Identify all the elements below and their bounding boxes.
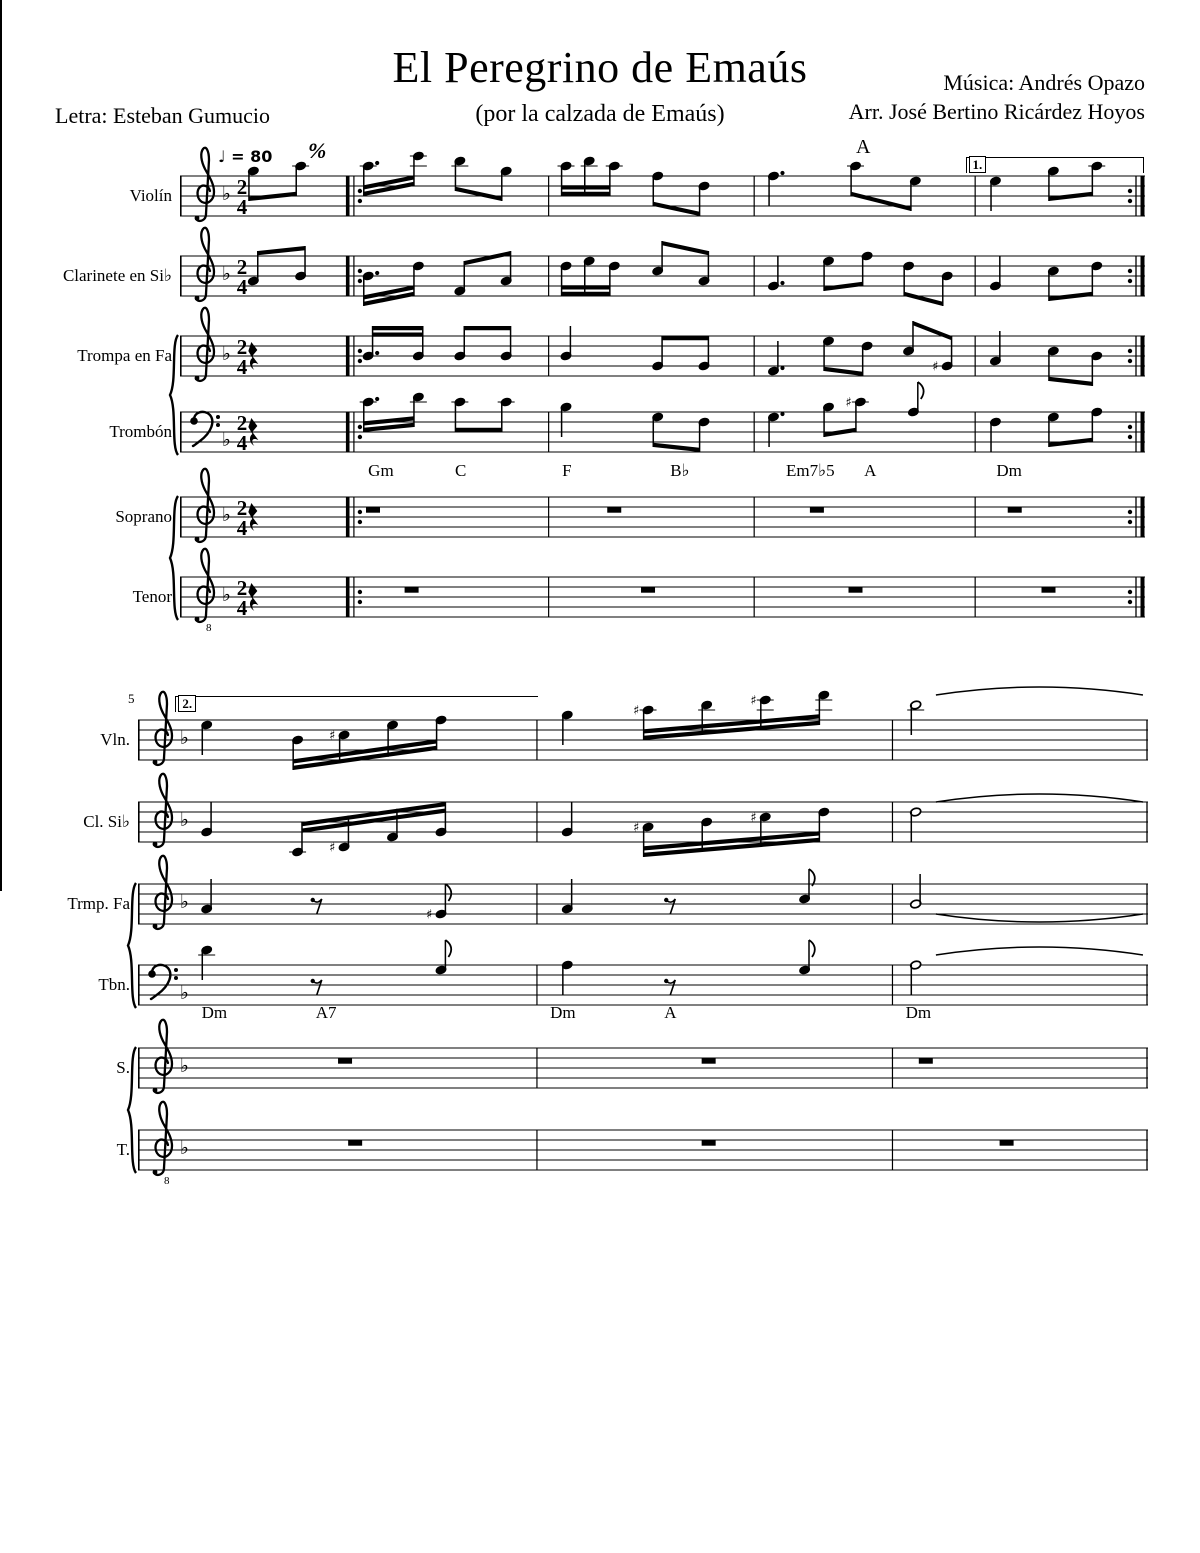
chord-symbol: Dm	[905, 1003, 932, 1022]
chord-symbol: F	[562, 461, 572, 480]
svg-text:♯: ♯	[426, 907, 433, 923]
svg-text:♭: ♭	[180, 809, 189, 831]
staff-label-trombone: Tbn.	[98, 975, 130, 994]
volta-bracket	[966, 157, 1145, 173]
arranger-credit: Arr. José Bertino Ricárdez Hoyos	[848, 99, 1145, 124]
svg-text:♯: ♯	[633, 820, 640, 836]
svg-text:♭: ♭	[222, 429, 231, 451]
staff-label-horn: Trmp. Fa	[67, 894, 130, 913]
svg-text:♭: ♭	[180, 982, 189, 1004]
volta-label: 1.	[969, 156, 987, 173]
svg-text:♯: ♯	[932, 359, 939, 375]
svg-text:2: 2	[236, 576, 248, 600]
svg-text:♭: ♭	[222, 504, 231, 526]
svg-text:♭: ♭	[222, 263, 231, 285]
svg-text:2: 2	[236, 335, 248, 359]
chord-symbol: A7	[315, 1003, 337, 1022]
page-title: El Peregrino de Emaús	[392, 43, 808, 92]
chord-symbol: Gm	[368, 461, 394, 480]
staff-label-soprano: Soprano	[115, 507, 172, 526]
chord-symbol: Dm	[201, 1003, 228, 1022]
svg-text:♯: ♯	[845, 395, 852, 411]
staff-tenor	[138, 1082, 1148, 1242]
staff-label-clarinet: Clarinete en Si♭	[62, 266, 172, 285]
chord-symbol: B♭	[670, 461, 690, 480]
staff-label-violin: Violín	[129, 186, 172, 205]
svg-text:2: 2	[236, 496, 248, 520]
volta-label: 2.	[178, 695, 196, 712]
measure-number: 5	[128, 691, 135, 706]
svg-text:♭: ♭	[222, 183, 231, 205]
svg-text:2: 2	[236, 255, 248, 279]
svg-text:♭: ♭	[180, 891, 189, 913]
svg-text:♭: ♭	[180, 1137, 189, 1159]
svg-text:8: 8	[206, 622, 212, 634]
svg-text:♭: ♭	[180, 1055, 189, 1077]
svg-text:4: 4	[236, 275, 248, 299]
svg-text:♭: ♭	[222, 343, 231, 365]
svg-text:2: 2	[236, 411, 248, 435]
svg-text:4: 4	[236, 596, 248, 620]
rehearsal-mark: A	[856, 136, 871, 158]
staff-label-tenor: T.	[116, 1140, 130, 1159]
system-barline	[0, 441, 2, 891]
staff-label-horn: Trompa en Fa	[77, 346, 172, 365]
svg-text:♭: ♭	[222, 584, 231, 606]
svg-text:4: 4	[236, 516, 248, 540]
chord-symbol: C	[455, 461, 467, 480]
svg-text:♯: ♯	[633, 703, 640, 719]
svg-text:4: 4	[236, 195, 248, 219]
segno-icon: %	[308, 138, 327, 163]
svg-text:♭: ♭	[180, 727, 189, 749]
svg-text:♯: ♯	[329, 840, 336, 856]
svg-text:4: 4	[236, 355, 248, 379]
svg-text:♯: ♯	[750, 693, 757, 709]
svg-text:4: 4	[236, 431, 248, 455]
chord-symbol: A	[864, 461, 877, 480]
volta-bracket	[175, 696, 538, 712]
svg-text:8: 8	[164, 1175, 170, 1187]
svg-text:♯: ♯	[750, 810, 757, 826]
staff-label-clarinet: Cl. Si♭	[83, 812, 130, 831]
page-subtitle: (por la calzada de Emaús)	[475, 101, 725, 127]
staff-label-tenor: Tenor	[132, 587, 172, 606]
svg-text:♯: ♯	[329, 728, 336, 744]
svg-text:2: 2	[236, 175, 248, 199]
lyrics-credit: Letra: Esteban Gumucio	[55, 103, 271, 128]
staff-label-trombone: Trombón	[109, 422, 172, 441]
staff-tenor	[180, 529, 1145, 689]
tempo-marking: ♩ = 80	[218, 147, 273, 166]
staff-label-soprano: S.	[116, 1058, 130, 1077]
chord-symbol: Em7♭5	[786, 461, 835, 480]
chord-symbol: Dm	[996, 461, 1022, 480]
chord-symbol: Dm	[550, 1003, 576, 1022]
chord-symbol: A	[664, 1003, 677, 1022]
music-credit: Música: Andrés Opazo	[943, 70, 1145, 95]
staff-label-violin: Vln.	[100, 730, 130, 749]
